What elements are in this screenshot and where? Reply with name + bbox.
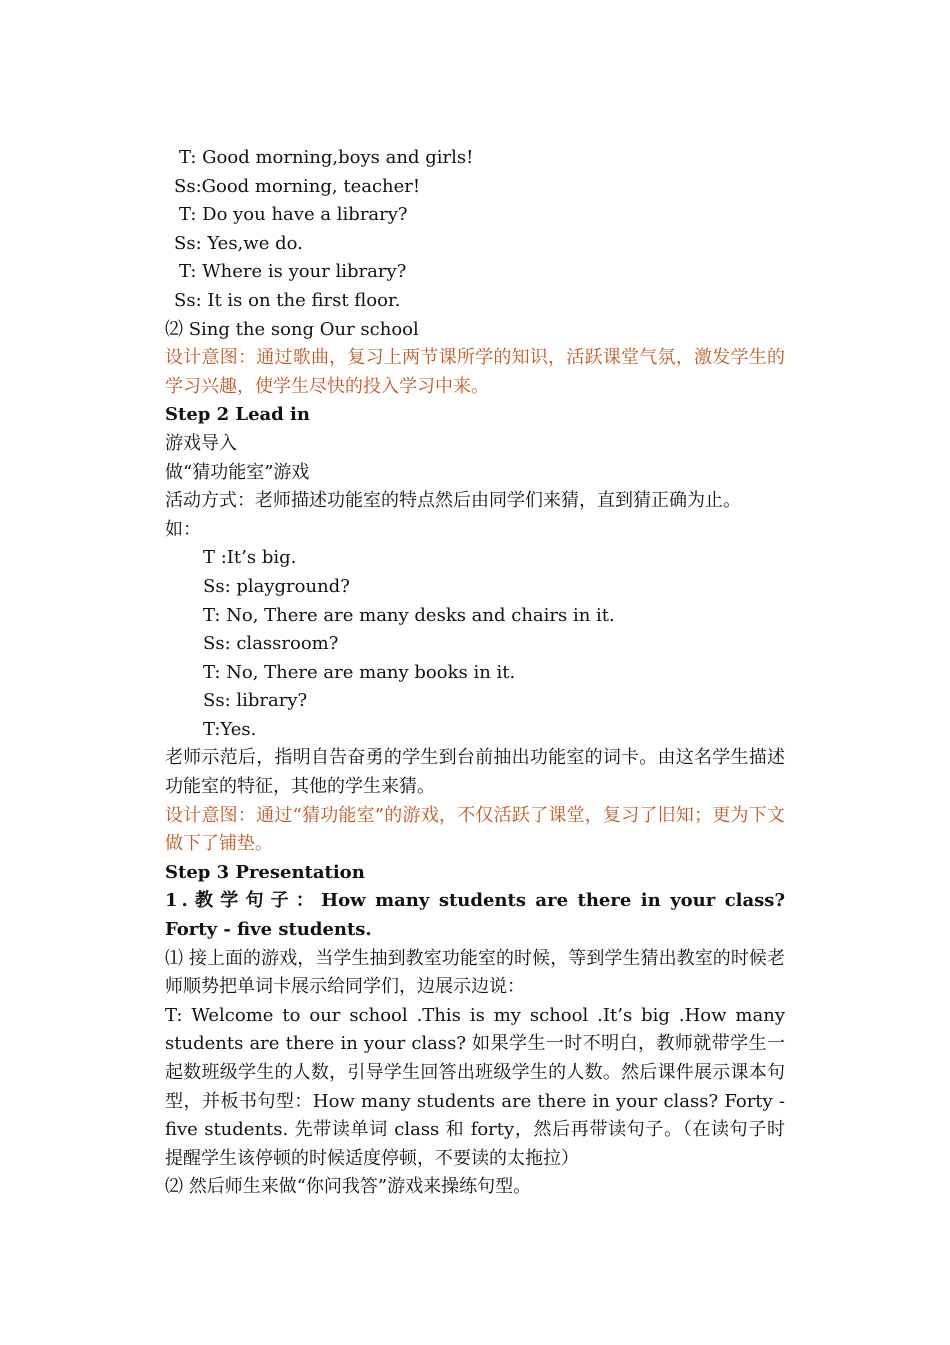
dialogue-line: Ss: Yes,we do. <box>174 232 303 254</box>
dialogue-line: Ss: playground? <box>203 575 350 597</box>
game-intro: 游戏导入 <box>165 432 237 454</box>
game-dialogue <box>165 544 785 744</box>
dialogue-line: T: Where is your library? <box>179 261 407 283</box>
presentation-paragraph: T: Welcome to our school .This is my school .It’s big .How many students are there in your class? 如果学生一时不明白，教师就带学生一起数班级学生的人数，引导学生回答出班级学生的人数。然后课件展示课本句型，并板书句型：How many students are there in your class? Forty - five students. 先带读单词 class 和 forty，然后再带读句子。（在读句子时提醒学生该停顿的时候适度停顿，不要读的太拖拉） <box>165 1004 791 1169</box>
dialogue-line: Ss: library? <box>203 690 308 712</box>
sentence-title-prefix: 1.教学句子： <box>165 890 322 912</box>
example-label: 如： <box>165 518 201 540</box>
document-page <box>165 144 792 1202</box>
step3-heading: Step 3 Presentation <box>165 861 365 883</box>
dialogue-line: T: Good morning,boys and girls! <box>179 147 474 168</box>
sentence-title <box>165 887 792 944</box>
dialogue-line: Ss: classroom? <box>203 633 339 655</box>
dialogue-line: T: Do you have a library? <box>179 204 408 226</box>
presentation-point-2: ⑵ 然后师生来做“你问我答”游戏来操练句型。 <box>165 1176 532 1198</box>
dialogue-line: T:Yes. <box>203 718 257 740</box>
warmup-dialogue <box>165 144 785 316</box>
dialogue-line: Ss:Good morning, teacher! <box>174 175 421 197</box>
after-demo-paragraph: 老师示范后，指明自告奋勇的学生到台前抽出功能室的词卡。由这名学生描述功能室的特征，其他的学生来猜。 <box>165 747 785 798</box>
dialogue-line: Ss: It is on the first floor. <box>174 289 401 311</box>
activity-description: 活动方式：老师描述功能室的特点然后由同学们来猜，直到猜正确为止。 <box>165 490 741 512</box>
design-intent-1: 设计意图：通过歌曲，复习上两节课所学的知识，活跃课堂气氛，激发学生的学习兴趣，使学生尽快的投入学习中来。 <box>165 347 785 397</box>
step2-heading: Step 2 Lead in <box>165 404 310 426</box>
sentence-title-text: How many students are there in your class? Forty - five students. <box>165 890 792 941</box>
dialogue-line: T: No, There are many desks and chairs in it. <box>203 604 615 626</box>
presentation-point-1: ⑴ 接上面的游戏，当学生抽到教室功能室的时候，等到学生猜出教室的时候老师顺势把单词卡展示给同学们，边展示边说： <box>165 947 785 998</box>
design-intent-2: 设计意图：通过“猜功能室”的游戏，不仅活跃了课堂，复习了旧知；更为下文做下了铺垫。 <box>165 804 785 855</box>
sing-song-item: ⑵ Sing the song Our school <box>165 318 419 340</box>
game-name: 做“猜功能室”游戏 <box>165 461 310 483</box>
dialogue-line: T :It’s big. <box>203 547 297 569</box>
dialogue-line: T: No, There are many books in it. <box>203 661 516 683</box>
